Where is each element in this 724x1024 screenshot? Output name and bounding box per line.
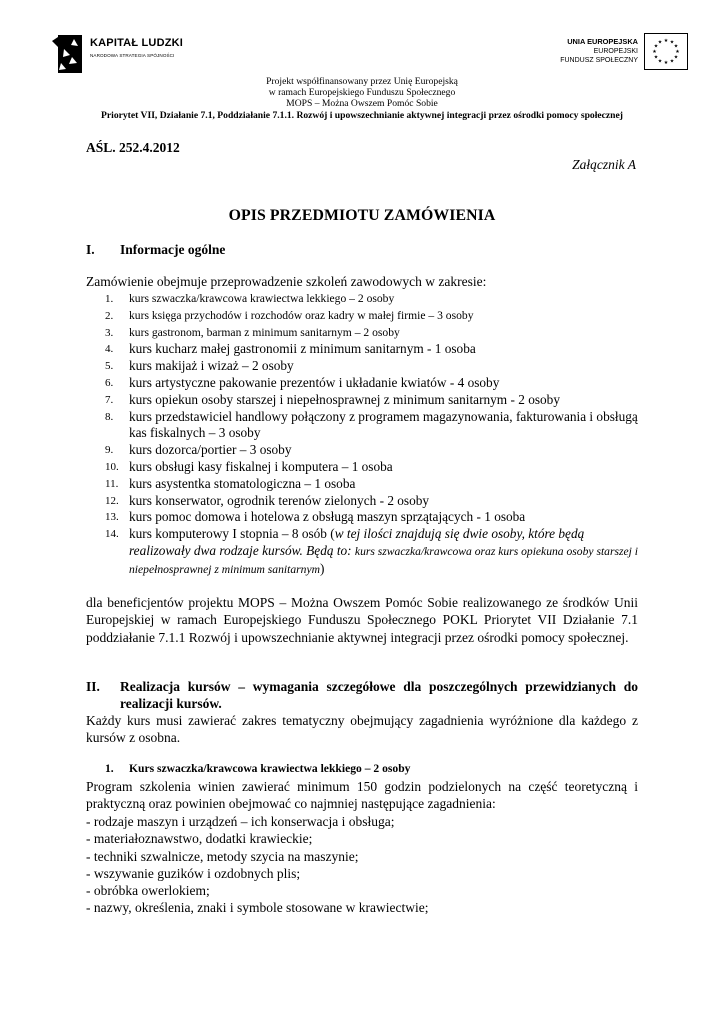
eu-logo [540,33,688,73]
svg-text:★: ★ [669,58,675,65]
section-2-number: II. [86,679,100,694]
list-item: 1. kurs szwaczka/krawcowa krawiectwa lekkiego – 2 osoby [105,292,395,305]
svg-text:★: ★ [657,58,663,65]
list-item: - obróbka owerlokiem; [86,883,210,899]
header-line1: Projekt współfinansowany przez Unię Europejską [266,76,458,87]
eu-line2: EUROPEJSKI [593,47,638,55]
eu-flag [644,33,688,70]
attachment-label: Załącznik A [572,157,636,172]
list-item: - wszywanie guzików i ozdobnych plis; [86,865,301,881]
subsection-1-items [86,813,638,917]
svg-text:★: ★ [663,38,669,44]
list-item: - rodzaje maszyn i urządzeń – ich konserwacja i obsługa; [86,814,395,829]
section-1-heading [86,242,225,258]
header-line3: MOPS – Można Owszem Pomóc Sobie [286,98,438,109]
eu-stars-icon [645,34,687,69]
svg-text:★: ★ [657,39,663,46]
svg-text:★: ★ [653,54,659,61]
section-2-title: Realizacja kursów – wymagania szczegółowe dla poszczególnych przewidzianych do realizacji kursów. [120,679,638,712]
list-item: 14. kurs komputerowy I stopnia – 8 osób (w tej ilości znajdują się dwie osoby, które będą realizowały dwa rodzaje kursów. Będą to: kurs szwaczka/krawcowa oraz kurs opiekuna osoby starszej i niepełnosprawnej z minimum sanitarnym) [105,526,638,576]
header-priority-line: Priorytet VII, Działanie 7.1, Poddziałanie 7.1.1. Rozwój i upowszechnianie aktywnej integracji przez ośrodki pomocy społecznej [101,110,623,121]
courses-list [105,291,645,579]
list-item: 10. kurs obsługi kasy fiskalnej i komputera – 1 osoba [105,458,393,474]
svg-text:★: ★ [653,43,659,50]
list-item: 9. kurs dozorca/portier – 3 osoby [105,442,292,458]
list-item: 13. kurs pomoc domowa i hotelowa z obsługą maszyn sprzątających - 1 osoba [105,509,526,525]
svg-text:★: ★ [652,49,657,55]
list-item: 3. kurs gastronom, barman z minimum sanitarnym – 2 osoby [105,325,400,339]
section-2-heading [86,678,638,713]
reference-number: AŚL. 252.4.2012 [86,140,180,155]
section-1-title: Informacje ogólne [120,242,226,257]
eu-line3: FUNDUSZ SPOŁECZNY [560,57,638,64]
eu-logo-text [560,37,638,66]
subsection-1-paragraph: Program szkolenia winien zawierać minimum 150 godzin podzielonych na część teoretyczną i praktyczną oraz powinien obejmować co najmniej następujące zagadnienia: [86,779,638,812]
list-item: 11. kurs asystentka stomatologiczna – 1 osoba [105,475,356,491]
svg-text:★: ★ [673,54,679,61]
project-header [0,76,724,109]
section-2-paragraph: Każdy kurs musi zawierać zakres tematyczny obejmujący zagadnienia wyróżnione dla każdego z kursów z osobna. [86,713,638,746]
header-line2: w ramach Europejskiego Funduszu Społecznego [268,87,456,98]
list-item: 8. kurs przedstawiciel handlowy połączony z programem magazynowania, fakturowania i obsługą kas fiskalnych – 3 osoby [105,408,638,441]
list-item: - nazwy, określenia, znaki i symbole stosowane w krawiectwie; [86,900,429,916]
list-item: 6. kurs artystyczne pakowanie prezentów i układanie kwiatów - 4 osoby [105,374,500,390]
kapital-ludzki-logo [52,33,202,75]
list-item: 4. kurs kucharz małej gastronomii z minimum sanitarnym - 1 osoba [105,341,476,357]
svg-text:★: ★ [673,43,679,50]
list-item: - materiałoznawstwo, dodatki krawieckie; [86,831,313,847]
list-item: 2. kurs księga przychodów i rozchodów oraz kadry w małej firmie – 3 osoby [105,308,474,322]
document-title: OPIS PRZEDMIOTU ZAMÓWIENIA [228,207,496,224]
kapital-ludzki-subtitle: NARODOWA STRATEGIA SPÓJNOŚCI [90,53,175,58]
subsection-1-heading [105,762,410,775]
subsection-1-title: Kurs szwaczka/krawcowa krawiectwa lekkiego – 2 osoby [129,762,411,775]
list-item: 5. kurs makijaż i wizaż – 2 osoby [105,358,294,374]
subsection-1-number: 1. [105,762,114,775]
eu-line1: UNIA EUROPEJSKA [567,37,638,46]
svg-text:★: ★ [675,49,680,55]
kapital-ludzki-title: KAPITAŁ LUDZKI [90,37,184,49]
svg-text:★: ★ [663,60,669,66]
kapital-ludzki-emblem-icon [52,33,86,75]
list-item: 12. kurs konserwator, ogrodnik terenów zielonych - 2 osoby [105,492,430,508]
intro-paragraph: Zamówienie obejmuje przeprowadzenie szkoleń zawodowych w zakresie: [86,274,487,289]
list-item: 7. kurs opiekun osoby starszej i niepełnosprawnej z minimum sanitarnym - 2 osoby [105,391,560,407]
beneficiaries-paragraph: dla beneficjentów projektu MOPS – Można Owszem Pomóc Sobie realizowanego ze środków Unii Europejskiej w ramach Europejskiego Funduszu Społecznego POKL Priorytet VII Działanie 7.1 poddziałanie 7.1.1 Rozwój i upowszechnianie aktywnej integracji przez ośrodki pomocy społecznej. [86,595,638,645]
svg-text:★: ★ [669,39,675,46]
list-item: - techniki szwalnicze, metody szycia na maszynie; [86,848,359,864]
section-1-number: I. [86,242,95,257]
